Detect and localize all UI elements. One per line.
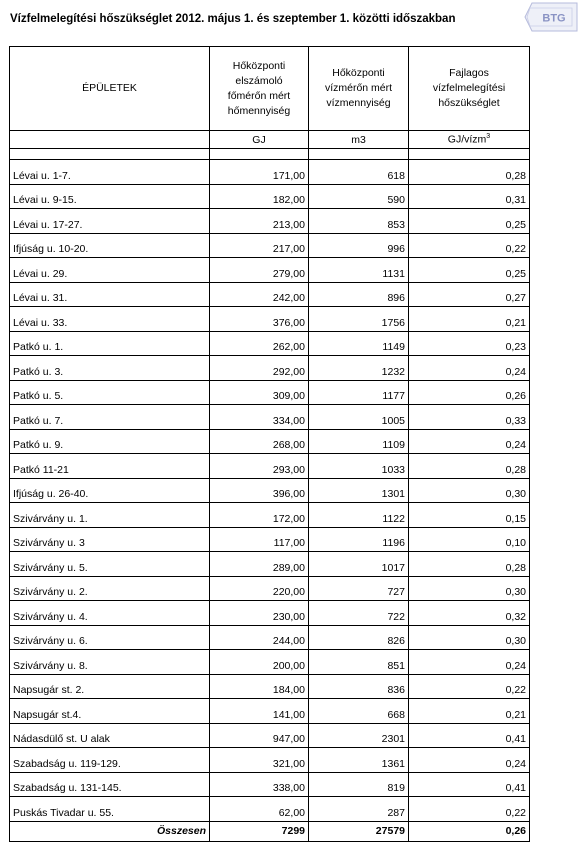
building-name: Ifjúság u. 26-40. [10,478,210,503]
heat-value: 268,00 [210,429,309,454]
specific-value: 0,21 [409,307,530,332]
data-table [9,46,530,842]
building-name: Lévai u. 17-27. [10,209,210,234]
specific-value: 0,28 [409,160,530,185]
specific-value: 0,41 [409,772,530,797]
table-row [10,625,530,650]
building-name: Patkó u. 5. [10,380,210,405]
specific-value: 0,32 [409,601,530,626]
specific-value: 0,24 [409,650,530,675]
table-row [10,307,530,332]
water-value: 1196 [309,527,409,552]
heat-value: 289,00 [210,552,309,577]
table-row [10,478,530,503]
heat-value: 141,00 [210,699,309,724]
header-water-line: vízmennyiség [326,97,391,109]
building-name: Ifjúság u. 10-20. [10,233,210,258]
specific-value: 0,25 [409,258,530,283]
building-name: Lévai u. 33. [10,307,210,332]
water-value: 590 [309,184,409,209]
unit-water: m3 [309,131,409,149]
water-value: 618 [309,160,409,185]
table-row [10,380,530,405]
water-value: 1017 [309,552,409,577]
building-name: Patkó 11-21 [10,454,210,479]
water-value: 836 [309,674,409,699]
building-name: Lévai u. 31. [10,282,210,307]
specific-value: 0,33 [409,405,530,430]
header-heat-line: elszámoló [235,74,283,87]
heat-value: 230,00 [210,601,309,626]
header-heat [210,47,309,131]
unit-specific-sup: 3 [486,133,491,141]
building-name: Lévai u. 29. [10,258,210,283]
heat-value: 62,00 [210,797,309,822]
water-value: 1033 [309,454,409,479]
heat-value: 396,00 [210,478,309,503]
building-name: Lévai u. 1-7. [10,160,210,185]
header-heat-line: hőmennyiség [227,104,291,117]
building-name: Szabadság u. 131-145. [10,772,210,797]
table-row [10,184,530,209]
header-water-line: Hőközponti [332,67,385,79]
heat-value: 262,00 [210,331,309,356]
header-specific-line: vízfelmelegítési [432,82,506,94]
specific-value: 0,24 [409,356,530,381]
table-row [10,576,530,601]
water-value: 2301 [309,723,409,748]
table-row [10,797,530,822]
spacer-row [10,149,530,160]
specific-value: 0,22 [409,233,530,258]
specific-value: 0,24 [409,429,530,454]
water-value: 1756 [309,307,409,332]
table-row [10,601,530,626]
logo-text: BTG [542,12,566,25]
water-value: 1177 [309,380,409,405]
table-row [10,723,530,748]
specific-value: 0,26 [409,380,530,405]
building-name: Szabadság u. 119-129. [10,748,210,773]
specific-value: 0,24 [409,748,530,773]
units-row [10,131,530,149]
heat-value: 292,00 [210,356,309,381]
building-name: Szivárvány u. 2. [10,576,210,601]
table-row [10,503,530,528]
water-value: 853 [309,209,409,234]
table-row [10,748,530,773]
water-value: 722 [309,601,409,626]
heat-value: 321,00 [210,748,309,773]
unit-specific [409,131,530,149]
water-value: 287 [309,797,409,822]
btg-logo [524,2,578,32]
table-row [10,454,530,479]
table-row [10,160,530,185]
header-specific-line: hőszükséglet [438,97,500,109]
heat-value: 182,00 [210,184,309,209]
building-name: Napsugár st. 2. [10,674,210,699]
header-specific-line: Fajlagos [449,67,489,79]
water-value: 996 [309,233,409,258]
table-row [10,527,530,552]
water-value: 668 [309,699,409,724]
specific-value: 0,15 [409,503,530,528]
total-label: Összesen [10,821,210,841]
header-buildings: ÉPÜLETEK [10,47,210,131]
total-specific: 0,26 [409,821,530,841]
heat-value: 217,00 [210,233,309,258]
header-heat-line: főmérőn mért [227,89,291,102]
water-value: 851 [309,650,409,675]
building-name: Nádasdülő st. U alak [10,723,210,748]
table-row [10,772,530,797]
water-value: 896 [309,282,409,307]
building-name: Patkó u. 1. [10,331,210,356]
building-name: Szivárvány u. 5. [10,552,210,577]
specific-value: 0,25 [409,209,530,234]
heat-value: 376,00 [210,307,309,332]
table-row [10,258,530,283]
specific-value: 0,30 [409,576,530,601]
building-name: Puskás Tivadar u. 55. [10,797,210,822]
building-name: Szivárvány u. 8. [10,650,210,675]
specific-value: 0,27 [409,282,530,307]
total-water: 27579 [309,821,409,841]
heat-value: 244,00 [210,625,309,650]
building-name: Patkó u. 7. [10,405,210,430]
water-value: 727 [309,576,409,601]
heat-value: 293,00 [210,454,309,479]
page-title: Vízfelmelegítési hőszükséglet 2012. május 1. és szeptember 1. közötti időszakban [10,13,456,25]
heat-value: 117,00 [210,527,309,552]
building-name: Szivárvány u. 3 [10,527,210,552]
table-row [10,356,530,381]
water-value: 1361 [309,748,409,773]
header-water [309,47,409,131]
total-heat: 7299 [210,821,309,841]
water-value: 1005 [309,405,409,430]
table-row [10,429,530,454]
heat-value: 184,00 [210,674,309,699]
table-row [10,405,530,430]
heat-value: 309,00 [210,380,309,405]
water-value: 1131 [309,258,409,283]
heat-value: 172,00 [210,503,309,528]
table-row [10,699,530,724]
heat-value: 334,00 [210,405,309,430]
table-row [10,209,530,234]
units-empty [10,131,210,149]
heat-value: 279,00 [210,258,309,283]
header-water-line: vízmérőn mért [324,82,393,94]
heat-value: 338,00 [210,772,309,797]
specific-value: 0,22 [409,797,530,822]
table-body [10,160,530,822]
specific-value: 0,30 [409,625,530,650]
specific-value: 0,21 [409,699,530,724]
heat-value: 947,00 [210,723,309,748]
water-value: 819 [309,772,409,797]
building-name: Patkó u. 9. [10,429,210,454]
building-name: Napsugár st.4. [10,699,210,724]
heat-value: 171,00 [210,160,309,185]
header-row [10,47,530,131]
specific-value: 0,22 [409,674,530,699]
table-row [10,674,530,699]
water-value: 1232 [309,356,409,381]
header-specific [409,47,530,131]
water-value: 1149 [309,331,409,356]
table-row [10,650,530,675]
specific-value: 0,10 [409,527,530,552]
specific-value: 0,31 [409,184,530,209]
water-value: 1109 [309,429,409,454]
specific-value: 0,30 [409,478,530,503]
specific-value: 0,28 [409,454,530,479]
building-name: Szivárvány u. 6. [10,625,210,650]
unit-specific-text: GJ/vízm [447,133,487,146]
table-row [10,331,530,356]
specific-value: 0,41 [409,723,530,748]
specific-value: 0,23 [409,331,530,356]
building-name: Szivárvány u. 4. [10,601,210,626]
heat-value: 220,00 [210,576,309,601]
table-row [10,552,530,577]
table-row [10,282,530,307]
heat-value: 200,00 [210,650,309,675]
building-name: Patkó u. 3. [10,356,210,381]
total-row [10,821,530,841]
building-name: Lévai u. 9-15. [10,184,210,209]
table-row [10,233,530,258]
unit-heat: GJ [210,131,309,149]
water-value: 1122 [309,503,409,528]
water-value: 826 [309,625,409,650]
water-value: 1301 [309,478,409,503]
specific-value: 0,28 [409,552,530,577]
building-name: Szivárvány u. 1. [10,503,210,528]
heat-value: 242,00 [210,282,309,307]
heat-value: 213,00 [210,209,309,234]
header-heat-line: Hőközponti [232,59,286,72]
